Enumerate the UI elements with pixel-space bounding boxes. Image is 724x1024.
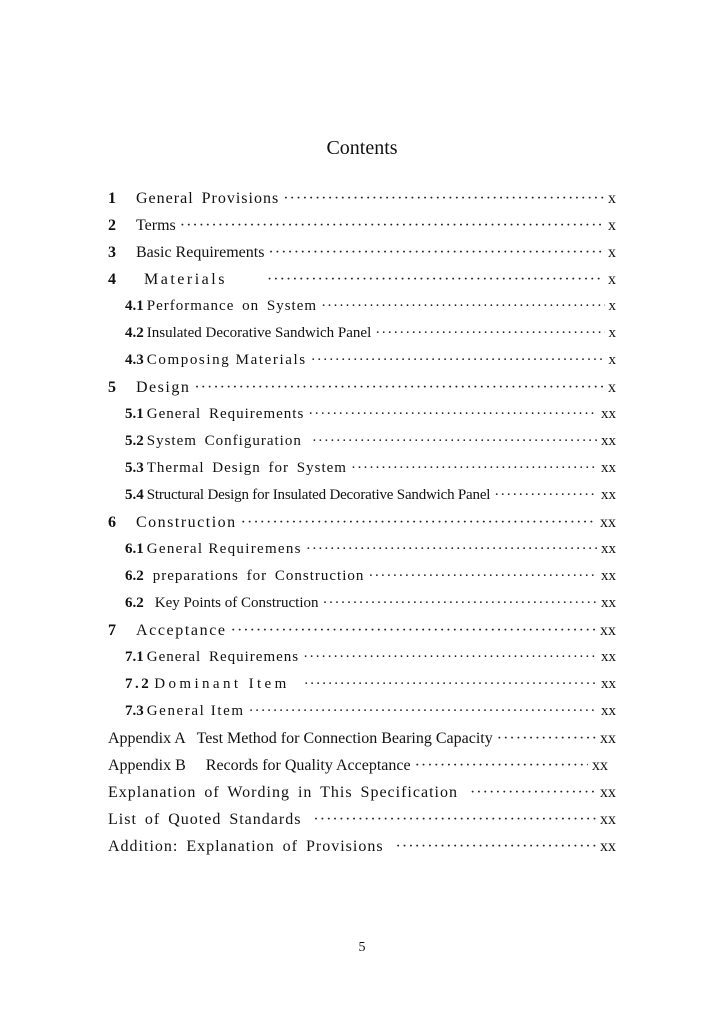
toc-page: x [608,244,616,261]
toc-leader [304,676,597,693]
toc-number: 4.1 [125,298,144,314]
toc-label: preparations for Construction [152,568,365,584]
toc-page: xx [601,568,616,584]
toc-entry[interactable] [125,541,616,568]
toc-number: 6.2 [125,568,144,584]
toc-number: 5 [108,379,116,396]
toc-entry[interactable] [108,244,616,271]
toc-page: xx [600,622,616,639]
toc-leader [321,298,604,315]
toc-page: x [608,298,616,314]
toc-label: Insulated Decorative Sandwich Panel [146,325,372,341]
toc-page: x [608,217,616,234]
toc-page: x [608,271,616,288]
toc-number: 4.3 [125,352,144,368]
toc-page: x [608,325,616,341]
toc-page: x [608,379,616,396]
toc-leader [249,703,597,720]
toc-leader [470,784,596,802]
toc-number: 1 [108,190,116,207]
toc-number: 5.2 [125,433,144,449]
toc-page: xx [601,487,616,503]
toc-page: xx [601,433,616,449]
toc-label: General Provisions [136,190,280,207]
toc-number: 3 [108,244,116,261]
toc-number: 6.1 [125,541,144,557]
toc-entry[interactable] [125,676,616,703]
toc-label: Thermal Design for System [146,460,347,476]
toc-label: Performance on System [146,298,318,314]
toc-label: List of Quoted Standards [108,811,302,828]
toc-entry[interactable] [108,190,616,217]
toc-label: System Configuration [146,433,302,449]
toc-label: General Item [146,703,245,719]
toc-leader [267,271,604,289]
toc-page: xx [601,460,616,476]
toc-leader [368,568,597,585]
toc-leader [375,325,604,342]
toc-leader [306,541,597,558]
toc-entry[interactable] [125,325,616,352]
toc-label: Addition: Explanation of Provisions [108,838,384,855]
toc-entry[interactable] [108,622,616,649]
page-number: 5 [358,940,366,955]
toc-page: xx [601,406,616,422]
toc-leader [241,514,596,532]
toc-entry[interactable] [108,757,608,784]
toc-page: xx [601,541,616,557]
toc-page: xx [601,703,616,719]
toc-label: Structural Design for Insulated Decorative Sandwich Panel [146,487,491,503]
toc-leader [313,811,596,829]
toc-entry[interactable] [125,568,616,595]
toc-number: 7.1 [125,649,144,665]
toc-page: xx [600,838,616,855]
toc-label: Terms [136,217,176,234]
toc-page: x [608,190,616,207]
toc-entry[interactable] [125,460,616,487]
toc-entry[interactable] [125,595,616,622]
toc-entry[interactable] [108,784,616,811]
toc-entry[interactable] [108,217,616,244]
toc-page: xx [600,784,616,801]
toc-entry[interactable] [108,811,616,838]
toc-entry[interactable] [125,703,616,730]
toc-label: Basic Requirements [136,244,265,261]
toc-number: 4 [108,271,116,288]
toc-number: 6.2 [125,595,144,611]
toc-page: x [608,352,616,368]
toc-entry[interactable] [108,271,616,298]
toc-label: Acceptance [136,622,227,639]
toc-leader [312,433,597,450]
toc-page: xx [601,676,616,692]
toc-leader [231,622,596,640]
toc-leader [311,352,605,369]
toc-page: xx [600,730,616,747]
toc-number: 6 [108,514,116,531]
toc-leader [268,244,604,262]
toc-entry[interactable] [108,379,616,406]
toc-entry[interactable] [125,298,616,325]
toc-label: Explanation of Wording in This Specification [108,784,458,801]
toc-page: xx [592,757,608,774]
toc-number: 5.3 [125,460,144,476]
toc-page: xx [601,595,616,611]
toc-page: xx [600,811,616,828]
toc-leader [494,487,597,504]
toc-label: Materials [144,271,227,288]
toc-label: Key Points of Construction [154,595,319,611]
toc-label: General Requiremens [146,541,302,557]
toc-leader [308,406,597,423]
toc-number: 2 [108,217,116,234]
toc-entry[interactable] [125,487,616,514]
toc-entry[interactable] [125,649,616,676]
toc-entry[interactable] [125,433,616,460]
toc-leader [497,730,596,748]
toc-leader [194,379,604,397]
toc-entry[interactable] [108,838,616,865]
toc-label: General Requirements [146,406,305,422]
toc-leader [303,649,597,666]
toc-leader [323,595,598,612]
toc-entry[interactable] [108,730,616,757]
toc-label: Design [136,379,191,396]
toc-label: Construction [136,514,237,531]
toc-label: Dominant Item [154,676,290,692]
toc-number: 4.2 [125,325,144,341]
toc-leader [180,217,604,235]
toc-label: Appendix A Test Method for Connection Bearing Capacity [108,730,493,747]
toc-page: xx [601,649,616,665]
toc-label: Composing Materials [146,352,307,368]
toc-entry[interactable] [125,406,616,433]
toc-page: xx [600,514,616,531]
toc-number: 5.1 [125,406,144,422]
toc-label: Appendix B Records for Quality Acceptance [108,757,411,774]
toc-leader [396,838,596,856]
toc-leader [283,190,604,208]
toc-number: 7.3 [125,703,144,719]
toc-number: 7.2 [125,676,152,692]
toc-number: 5.4 [125,487,144,503]
toc-leader [351,460,597,477]
page-title: Contents [326,137,398,159]
toc-entry[interactable] [108,514,616,541]
toc-leader [415,757,588,775]
toc-number: 7 [108,622,116,639]
toc-entry[interactable] [125,352,616,379]
toc-label: General Requiremens [146,649,300,665]
